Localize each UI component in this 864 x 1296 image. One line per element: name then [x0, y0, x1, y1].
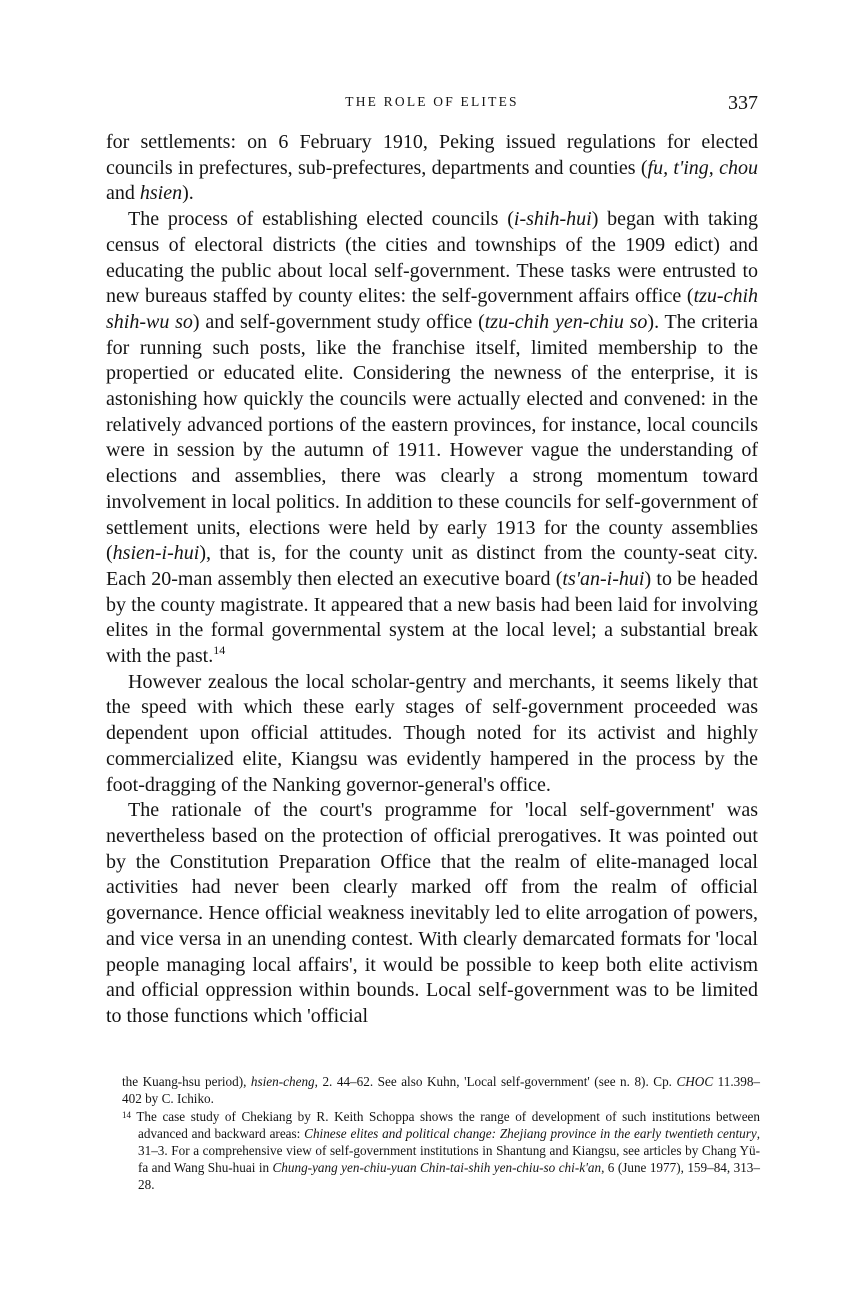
romanized-term: tzu-chih yen-chiu so — [484, 310, 648, 333]
paragraph-4: The rationale of the court's programme for 'local self-government' was nevertheless based on the protection of official prerogatives. It was pointed out by the Constitution Preparation Office that the realm of elite-managed local activities had never been clearly marked off from the realm of official governance. Hence official weakness inevitably led to elite arrogation of powers, and vice versa in an unending contest. With clearly demarcated formats for 'local people managing local affairs', it would be possible to keep both elite activism and official oppression within bounds. Local self-government was to be limited to those functions which 'official — [106, 799, 758, 1027]
footnote-14 — [122, 1107, 760, 1193]
romanized-term: ts'an-i-hui — [562, 567, 645, 590]
romanized-term: hsien-i-hui — [112, 542, 200, 565]
text-run: ) and self-government study office ( — [192, 310, 485, 333]
running-title: THE ROLE OF ELITES — [345, 94, 519, 109]
text-run: , 6 (June 1977), 159–84, 313–28. — [138, 1160, 760, 1192]
romanized-term: tzu-chih shih-wu so — [106, 285, 758, 333]
text-run: The case study of Chekiang by R. Keith Schoppa shows the range of development of such institutions between advanced and backward areas: — [136, 1109, 760, 1141]
abbreviation: CHOC — [676, 1074, 714, 1089]
text-run: , 2. 44–62. See also Kuhn, 'Local self-government' (see n. 8). Cp. — [314, 1074, 677, 1089]
romanized-term: hsien-cheng — [250, 1074, 315, 1089]
text-run: The process of establishing elected councils ( — [128, 208, 514, 231]
romanized-term: hsien — [139, 182, 183, 205]
paragraph-1 — [106, 130, 758, 207]
text-run: 11.398–402 by C. Ichiko. — [122, 1074, 761, 1106]
text-run: ). The criteria for running such posts, like the franchise itself, limited membership to the propertied or educated elite. Considering the newness of the enterprise, it is astonishing how quickly the councils were actually elected and convened: in the relatively advanced portions of the eastern provinces, for instance, local councils were in session by the autumn of 1911. However vague the understanding of elections and assemblies, there was clearly a strong momentum toward involvement in local politics. In addition to these councils for self-government of settlement units, elections were held by early 1913 for the county assemblies ( — [106, 310, 759, 565]
text-run: ) began with taking census of electoral districts (the cities and townships of the 1909 edict) and educating the public about local self-government. These tasks were entrusted to new bureaus staffed by county elites: the self-government affairs office ( — [106, 208, 758, 308]
text-run: the Kuang-hsu period), — [122, 1074, 251, 1089]
body-text — [106, 130, 758, 1030]
footnote-number: 14 — [122, 1110, 131, 1120]
footnotes — [122, 1073, 760, 1193]
journal-title: Chung-yang yen-chiu-yuan Chin-tai-shih yen-chiu-so chi-k'an — [272, 1160, 602, 1175]
text-run: for settlements: on 6 February 1910, Peking issued regulations for elected councils in prefectures, sub-prefectures, departments and counties ( — [106, 131, 758, 179]
romanized-term: fu, t'ing, chou — [647, 156, 758, 179]
page-number: 337 — [728, 92, 758, 114]
text-run: ), that is, for the county unit as distinct from the county-seat city. Each 20-man assembly then elected an executive board ( — [106, 542, 758, 590]
paragraph-2 — [106, 207, 758, 670]
footnote-ref[interactable]: 14 — [213, 643, 226, 658]
text-run: and — [106, 182, 140, 205]
romanized-term: i-shih-hui — [513, 208, 592, 231]
footnote-continuation — [122, 1073, 760, 1107]
text-run: ). — [182, 182, 194, 205]
text-run: , 31–3. For a comprehensive view of self-government institutions in Shantung and Kiangsu, see articles by Chang Yü-fa and Wang Shu-huai in — [138, 1126, 760, 1175]
book-title: Chinese elites and political change: Zhejiang province in the early twentieth century — [304, 1126, 757, 1141]
paragraph-3: However zealous the local scholar-gentry and merchants, it seems likely that the speed with which these early stages of self-government proceeded was dependent upon official attitudes. Though noted for its activist and highly commercialized elite, Kiangsu was evidently hampered in the process by the foot-dragging of the Nanking governor-general's office. — [106, 670, 758, 796]
running-header — [106, 94, 758, 114]
text-run: ) to be headed by the county magistrate. It appeared that a new basis had been laid for involving elites in the formal governmental system at the local level; a substantial break with the past. — [106, 567, 758, 668]
